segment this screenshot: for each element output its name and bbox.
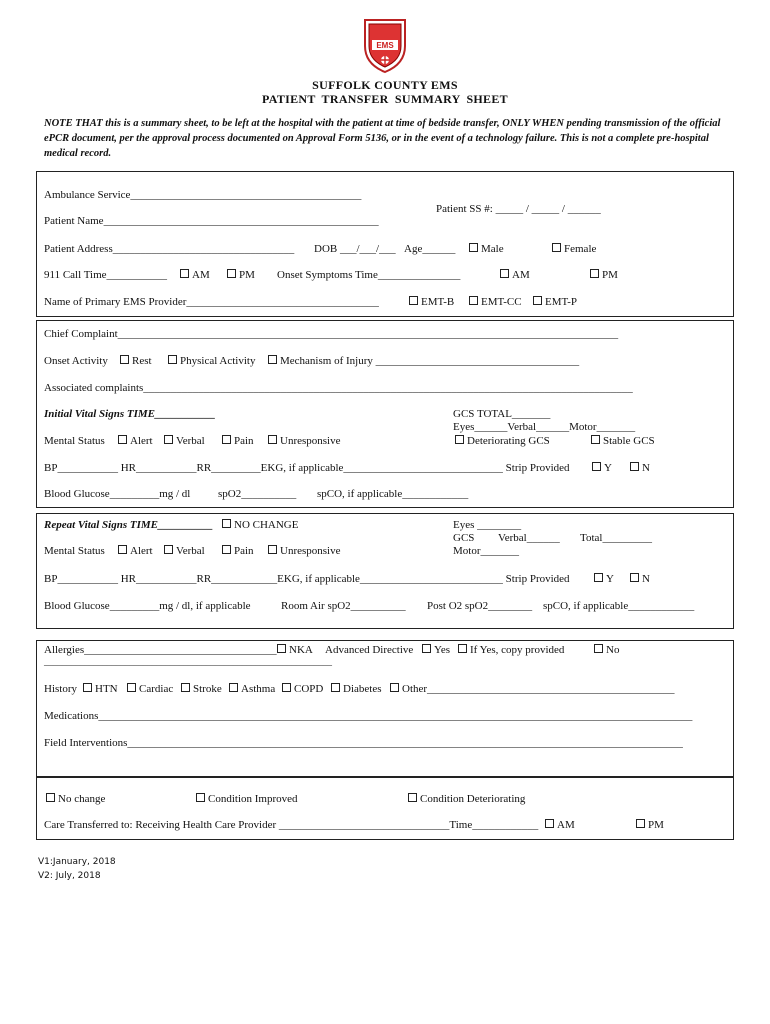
- unresponsive-checkbox[interactable]: [268, 435, 277, 444]
- chief-complaint-field[interactable]: Chief Complaint___________________________________________________________________________________________: [44, 328, 619, 340]
- repeat-strip-no-option[interactable]: N: [630, 573, 650, 585]
- female-option[interactable]: Female: [552, 243, 596, 255]
- mental-status-label: Mental Status: [44, 435, 105, 447]
- initial-vitals-time-field[interactable]: Initial Vital Signs TIME___________: [44, 408, 216, 420]
- repeat-pain-option[interactable]: Pain: [222, 545, 254, 557]
- alert-checkbox[interactable]: [118, 545, 127, 554]
- emt-b-checkbox[interactable]: [409, 296, 418, 305]
- repeat-strip-yes-option[interactable]: Y: [594, 573, 614, 585]
- stroke-option[interactable]: Stroke: [181, 683, 222, 695]
- unresponsive-option[interactable]: Unresponsive: [268, 435, 341, 447]
- condition-deteriorating-checkbox[interactable]: [408, 793, 417, 802]
- initial-spo2-field[interactable]: spO2__________: [218, 488, 297, 500]
- yes-checkbox[interactable]: [594, 573, 603, 582]
- deteriorating-gcs-option[interactable]: Deteriorating GCS: [455, 435, 550, 447]
- asthma-option[interactable]: Asthma: [229, 683, 275, 695]
- alert-option[interactable]: Alert: [118, 435, 153, 447]
- repeat-total-field[interactable]: Total_________: [580, 532, 652, 544]
- pm-checkbox[interactable]: [636, 819, 645, 828]
- directive-yes-option[interactable]: Yes: [422, 644, 450, 656]
- no-checkbox[interactable]: [594, 644, 603, 653]
- physical-activity-checkbox[interactable]: [168, 355, 177, 364]
- transfer-am-option[interactable]: AM: [545, 819, 575, 831]
- pain-checkbox[interactable]: [222, 545, 231, 554]
- rest-checkbox[interactable]: [120, 355, 129, 364]
- stable-gcs-checkbox[interactable]: [591, 435, 600, 444]
- stable-gcs-option[interactable]: Stable GCS: [591, 435, 655, 447]
- rest-option[interactable]: Rest: [120, 355, 152, 367]
- male-checkbox[interactable]: [469, 243, 478, 252]
- dob-field[interactable]: DOB ___/___/___: [314, 243, 396, 255]
- copy-provided-checkbox[interactable]: [458, 644, 467, 653]
- repeat-unresponsive-option[interactable]: Unresponsive: [268, 545, 341, 557]
- cardiac-checkbox[interactable]: [127, 683, 136, 692]
- pain-option[interactable]: Pain: [222, 435, 254, 447]
- strip-no-option[interactable]: N: [630, 462, 650, 474]
- ems-provider-field[interactable]: Name of Primary EMS Provider___________________________________: [44, 296, 379, 308]
- emt-cc-checkbox[interactable]: [469, 296, 478, 305]
- pm-checkbox[interactable]: [590, 269, 599, 278]
- room-air-spo2-field[interactable]: Room Air spO2__________: [281, 600, 406, 612]
- patient-address-field[interactable]: Patient Address_________________________________: [44, 243, 295, 255]
- mechanism-checkbox[interactable]: [268, 355, 277, 364]
- asthma-checkbox[interactable]: [229, 683, 238, 692]
- other-checkbox[interactable]: [390, 683, 399, 692]
- field-interventions-field[interactable]: Field Interventions_____________________________________________________________________________________________________: [44, 737, 683, 749]
- unresponsive-checkbox[interactable]: [268, 545, 277, 554]
- no-checkbox[interactable]: [630, 462, 639, 471]
- htn-checkbox[interactable]: [83, 683, 92, 692]
- condition-improved-checkbox[interactable]: [196, 793, 205, 802]
- repeat-eyes-field[interactable]: Eyes ________: [453, 519, 522, 531]
- no-change-checkbox[interactable]: [46, 793, 55, 802]
- nka-option[interactable]: NKA: [277, 644, 313, 656]
- female-checkbox[interactable]: [552, 243, 561, 252]
- condition-deteriorating-option[interactable]: Condition Deteriorating: [408, 793, 525, 805]
- summary-note: NOTE THAT this is a summary sheet, to be left at the hospital with the patient at time of bedside transfer, ONLY WHEN pending transmission of the official ePCR document, per the approval process documented on Approval Form 5136, or in the event of a technology failure. This is not a complete pre-hospital medical record.: [44, 118, 721, 159]
- suffolk-ems-logo: [360, 16, 410, 74]
- transfer-pm-option[interactable]: PM: [636, 819, 664, 831]
- repeat-bp-hr-rr-ekg-field[interactable]: BP___________ HR___________RR____________EKG, if applicable__________________________ Strip Provided: [44, 573, 570, 585]
- repeat-spco-field[interactable]: spCO, if applicable____________: [543, 600, 695, 612]
- patient-name-field[interactable]: Patient Name__________________________________________________: [44, 215, 379, 227]
- am-checkbox[interactable]: [180, 269, 189, 278]
- emt-p-option[interactable]: EMT-P: [533, 296, 577, 308]
- onset-am-option[interactable]: AM: [500, 269, 530, 281]
- deteriorating-gcs-checkbox[interactable]: [455, 435, 464, 444]
- age-field[interactable]: Age______: [404, 243, 456, 255]
- verbal-option[interactable]: Verbal: [164, 435, 205, 447]
- other-option[interactable]: Other_____________________________________________: [390, 683, 675, 695]
- medications-field[interactable]: Medications____________________________________________________________________________________________________________: [44, 710, 693, 722]
- verbal-checkbox[interactable]: [164, 545, 173, 554]
- repeat-alert-option[interactable]: Alert: [118, 545, 153, 557]
- allergies-field[interactable]: Allergies___________________________________: [44, 644, 277, 656]
- nka-checkbox[interactable]: [277, 644, 286, 653]
- org-title: SUFFOLK COUNTY EMS: [312, 78, 458, 92]
- verbal-checkbox[interactable]: [164, 435, 173, 444]
- associated-complaints-field[interactable]: Associated complaints_________________________________________________________________________________________: [44, 382, 633, 394]
- onset-pm-option[interactable]: PM: [590, 269, 618, 281]
- copy-provided-option[interactable]: If Yes, copy provided: [458, 644, 564, 656]
- version-1: V1:January, 2018: [38, 857, 116, 867]
- repeat-verbal-field[interactable]: Verbal______: [498, 532, 560, 544]
- no-change-option[interactable]: No change: [46, 793, 105, 805]
- no-change-option[interactable]: NO CHANGE: [222, 519, 298, 531]
- mechanism-option[interactable]: Mechanism of Injury _____________________________________: [268, 355, 579, 367]
- initial-bp-hr-rr-ekg-field[interactable]: BP___________ HR___________RR_________EKG, if applicable_____________________________ Strip Provided: [44, 462, 570, 474]
- sheet-title: PATIENT TRANSFER SUMMARY SHEET: [262, 92, 508, 106]
- emt-cc-option[interactable]: EMT-CC: [469, 296, 522, 308]
- copd-option[interactable]: COPD: [282, 683, 323, 695]
- allergies-continuation-field[interactable]: ________________________________________________________________: [44, 657, 332, 667]
- repeat-mental-status-label: Mental Status: [44, 545, 105, 557]
- htn-option[interactable]: HTN: [83, 683, 118, 695]
- no-checkbox[interactable]: [630, 573, 639, 582]
- pain-checkbox[interactable]: [222, 435, 231, 444]
- onset-activity-label: Onset Activity: [44, 355, 108, 367]
- am-checkbox[interactable]: [500, 269, 509, 278]
- yes-checkbox[interactable]: [422, 644, 431, 653]
- repeat-verbal-option[interactable]: Verbal: [164, 545, 205, 557]
- onset-time-field[interactable]: Onset Symptoms Time_______________: [277, 269, 461, 281]
- ambulance-service-field[interactable]: Ambulance Service__________________________________________: [44, 189, 362, 201]
- emt-p-checkbox[interactable]: [533, 296, 542, 305]
- patient-ss-field[interactable]: Patient SS #: _____ / _____ / ______: [436, 203, 601, 215]
- call-time-am-option[interactable]: AM: [180, 269, 210, 281]
- diabetes-checkbox[interactable]: [331, 683, 340, 692]
- history-label: History: [44, 683, 77, 695]
- directive-no-option[interactable]: No: [594, 644, 619, 656]
- yes-checkbox[interactable]: [592, 462, 601, 471]
- post-o2-spo2-field[interactable]: Post O2 spO2________: [427, 600, 533, 612]
- initial-glucose-field[interactable]: Blood Glucose_________mg / dl: [44, 488, 191, 500]
- strip-yes-option[interactable]: Y: [592, 462, 612, 474]
- call-time-pm-option[interactable]: PM: [227, 269, 255, 281]
- alert-checkbox[interactable]: [118, 435, 127, 444]
- repeat-motor-field[interactable]: Motor_______: [453, 545, 519, 557]
- diabetes-option[interactable]: Diabetes: [331, 683, 381, 695]
- condition-improved-option[interactable]: Condition Improved: [196, 793, 298, 805]
- svg-text:EMS: EMS: [376, 41, 394, 50]
- call-time-field[interactable]: 911 Call Time___________: [44, 269, 168, 281]
- cardiac-option[interactable]: Cardiac: [127, 683, 173, 695]
- initial-spco-field[interactable]: spCO, if applicable____________: [317, 488, 469, 500]
- physical-activity-option[interactable]: Physical Activity: [168, 355, 255, 367]
- gcs-total-field[interactable]: GCS TOTAL_______: [453, 408, 551, 420]
- gcs-components-field[interactable]: Eyes______Verbal______Motor_______: [453, 421, 636, 433]
- copd-checkbox[interactable]: [282, 683, 291, 692]
- repeat-gcs-label: GCS: [453, 532, 475, 544]
- repeat-vitals-time-field[interactable]: Repeat Vital Signs TIME__________: [44, 519, 213, 531]
- advanced-directive-label: Advanced Directive: [325, 644, 414, 656]
- male-option[interactable]: Male: [469, 243, 504, 255]
- stroke-checkbox[interactable]: [181, 683, 190, 692]
- am-checkbox[interactable]: [545, 819, 554, 828]
- version-2: V2: July, 2018: [38, 871, 101, 881]
- pm-checkbox[interactable]: [227, 269, 236, 278]
- no-change-checkbox[interactable]: [222, 519, 231, 528]
- care-transferred-field[interactable]: Care Transferred to: Receiving Health Care Provider _______________________________Time____________: [44, 819, 539, 831]
- emt-b-option[interactable]: EMT-B: [409, 296, 454, 308]
- repeat-glucose-field[interactable]: Blood Glucose_________mg / dl, if applicable: [44, 600, 251, 612]
